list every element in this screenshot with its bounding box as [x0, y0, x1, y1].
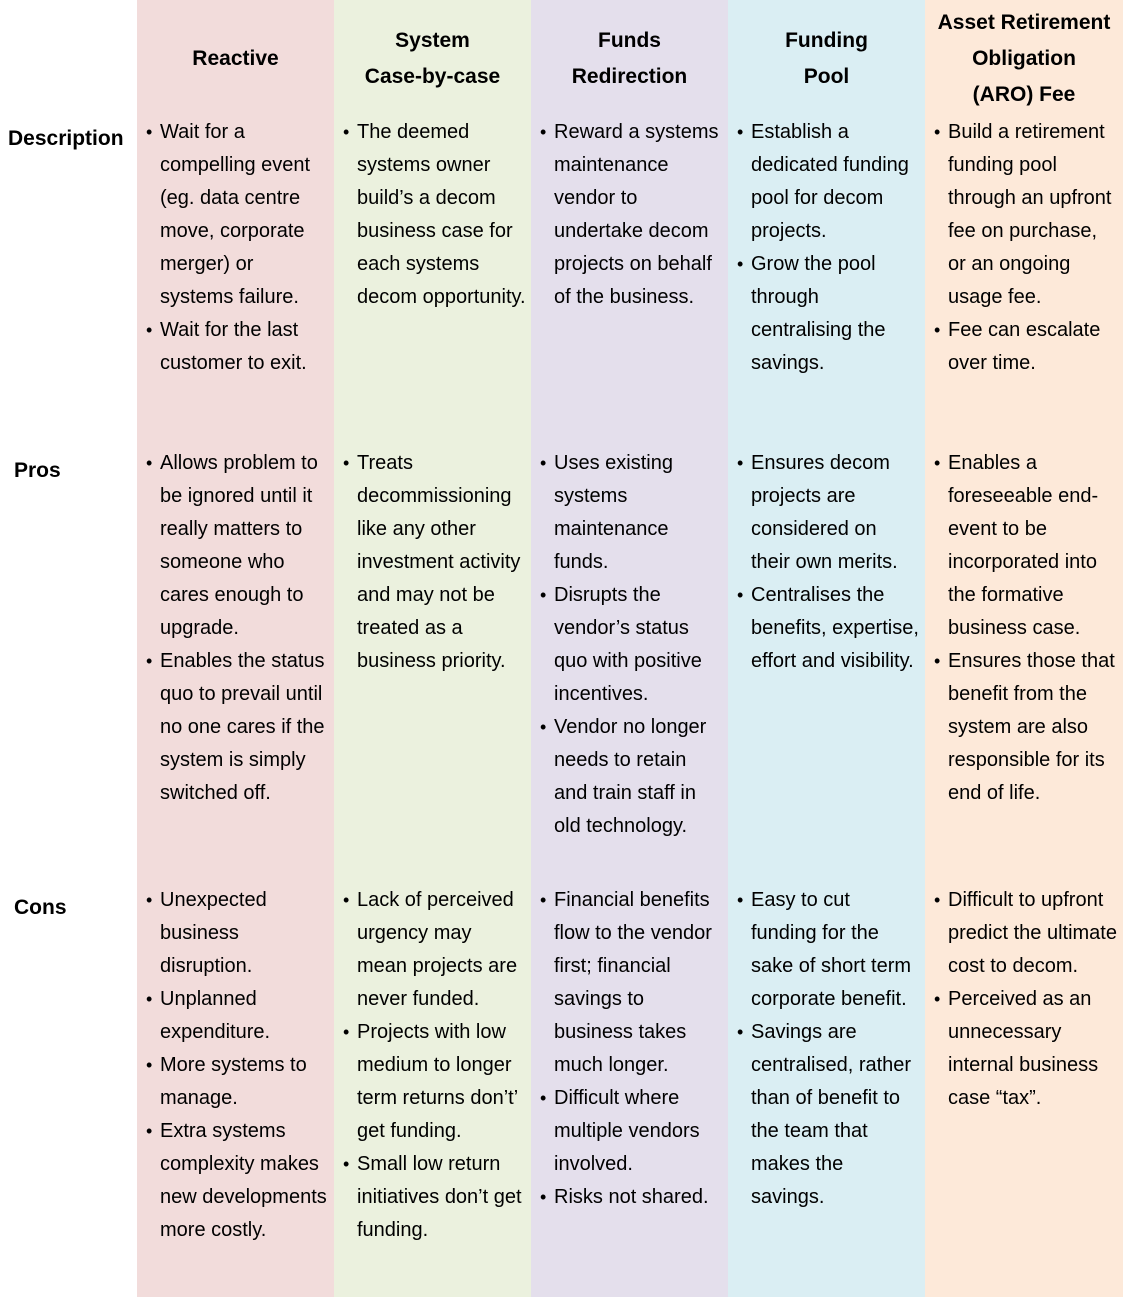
list-item: • Perceived as an unnecessary internal business case “tax”. — [934, 983, 1119, 1115]
list-item: • Wait for a compelling event (eg. data centre move, corporate merger) or systems failure. — [146, 116, 330, 314]
list-item: • Treats decommissioning like any other investment activity and may not be treated as a business priority. — [343, 447, 527, 678]
list-item: • Build a retirement funding pool through an upfront fee on purchase, or an ongoing usage fee. — [934, 116, 1119, 314]
pros-list — [934, 447, 1119, 810]
pros-list — [343, 447, 527, 678]
list-item: • Disrupts the vendor’s status quo with positive incentives. — [540, 579, 724, 711]
description-cell — [925, 116, 1123, 380]
pros-list — [146, 447, 330, 810]
list-item: • Ensures decom projects are considered on their own merits. — [737, 447, 921, 579]
column-header: Redirection — [571, 65, 688, 88]
list-item: • Allows problem to be ignored until it really matters to someone who cares enough to upgrade. — [146, 447, 330, 645]
list-item: • The deemed systems owner build’s a decom business case for each systems decom opportunity. — [343, 116, 527, 314]
column-funds-redirection — [531, 0, 728, 1297]
list-item: • Extra systems complexity makes new developments more costly. — [146, 1115, 330, 1247]
pros-list — [540, 447, 724, 843]
cons-cell — [728, 884, 925, 1214]
description-cell — [531, 116, 728, 314]
column-header: Funding — [785, 29, 868, 52]
list-item: • Reward a systems maintenance vendor to undertake decom projects on behalf of the business. — [540, 116, 724, 314]
list-item: • Financial benefits flow to the vendor first; financial savings to business takes much longer. — [540, 884, 724, 1082]
column-header: Obligation — [972, 47, 1076, 70]
column-reactive — [137, 0, 334, 1297]
description-cell — [728, 116, 925, 380]
list-item: • More systems to manage. — [146, 1049, 330, 1115]
description-list — [146, 116, 330, 380]
cons-cell — [137, 884, 334, 1247]
list-item: • Small low return initiatives don’t get funding. — [343, 1148, 527, 1247]
list-item: • Grow the pool through centralising the savings. — [737, 248, 921, 380]
list-item: • Unplanned expenditure. — [146, 983, 330, 1049]
list-item: • Fee can escalate over time. — [934, 314, 1119, 380]
description-list — [540, 116, 724, 314]
pros-cell — [334, 447, 531, 678]
list-item: • Vendor no longer needs to retain and train staff in old technology. — [540, 711, 724, 843]
list-item: • Enables the status quo to prevail until no one cares if the system is simply switched off. — [146, 645, 330, 810]
cons-cell — [531, 884, 728, 1214]
column-header: (ARO) Fee — [972, 83, 1076, 106]
row-label-description: Description — [8, 127, 124, 150]
cons-list — [343, 884, 527, 1247]
pros-cell — [925, 447, 1123, 810]
column-funding-pool — [728, 0, 925, 1297]
description-list — [737, 116, 921, 380]
list-item: • Establish a dedicated funding pool for decom projects. — [737, 116, 921, 248]
row-label-pros: Pros — [14, 459, 61, 482]
list-item: • Ensures those that benefit from the system are also responsible for its end of life. — [934, 645, 1119, 810]
pros-cell — [728, 447, 925, 678]
column-header: Reactive — [192, 47, 279, 70]
description-list — [934, 116, 1119, 380]
description-list — [343, 116, 527, 314]
column-header: System — [395, 29, 470, 52]
list-item: • Lack of perceived urgency may mean projects are never funded. — [343, 884, 527, 1016]
cons-list — [934, 884, 1119, 1115]
column-header: Funds — [598, 29, 661, 52]
list-item: • Projects with low medium to longer term returns don’t’ get funding. — [343, 1016, 527, 1148]
pros-cell — [137, 447, 334, 810]
cons-list — [540, 884, 724, 1214]
list-item: • Unexpected business disruption. — [146, 884, 330, 983]
list-item: • Difficult to upfront predict the ultimate cost to decom. — [934, 884, 1119, 983]
pros-cell — [531, 447, 728, 843]
column-system-case-by-case — [334, 0, 531, 1297]
list-item: • Centralises the benefits, expertise, effort and visibility. — [737, 579, 921, 678]
description-cell — [334, 116, 531, 314]
cons-cell — [334, 884, 531, 1247]
list-item: • Easy to cut funding for the sake of short term corporate benefit. — [737, 884, 921, 1016]
cons-list — [146, 884, 330, 1247]
list-item: • Risks not shared. — [540, 1181, 724, 1214]
row-label-cons: Cons — [14, 896, 67, 919]
description-cell — [137, 116, 334, 380]
list-item: • Wait for the last customer to exit. — [146, 314, 330, 380]
column-header: Asset Retirement — [937, 11, 1111, 34]
pros-list — [737, 447, 921, 678]
list-item: • Difficult where multiple vendors involved. — [540, 1082, 724, 1181]
column-header: Pool — [803, 65, 850, 88]
cons-cell — [925, 884, 1123, 1115]
list-item: • Enables a foreseeable end-event to be incorporated into the formative business case. — [934, 447, 1119, 645]
cons-list — [737, 884, 921, 1214]
column-header: Case-by-case — [364, 65, 501, 88]
list-item: • Savings are centralised, rather than of benefit to the team that makes the savings. — [737, 1016, 921, 1214]
list-item: • Uses existing systems maintenance funds. — [540, 447, 724, 579]
column-aro-fee — [925, 0, 1123, 1297]
